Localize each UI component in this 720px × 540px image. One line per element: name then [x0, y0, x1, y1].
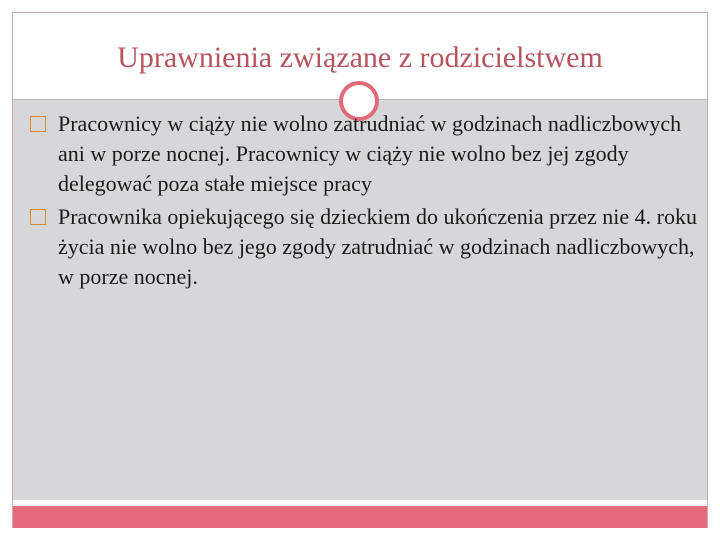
bullet-text: Pracownika opiekującego się dzieckiem do ukończenia przez nie 4. roku życia nie wolno bez jego zgody zatrudniać w godzinach nadliczbowych, w porze nocnej. [58, 204, 697, 289]
slide-title: Uprawnienia związane z rodzicielstwem [117, 41, 603, 74]
bullet-list [28, 109, 698, 295]
square-bullet-icon [30, 116, 46, 132]
bullet-item [28, 109, 698, 199]
bullet-item [28, 202, 698, 292]
square-bullet-icon [30, 209, 46, 225]
title-divider-right [378, 99, 707, 100]
bullet-text: Pracownicy w ciąży nie wolno zatrudniać w godzinach nadliczbowych ani w porze nocnej. Pracownicy w ciąży nie wolno bez jej zgody delegować poza stałe miejsce pracy [58, 111, 682, 196]
title-divider-left [13, 99, 343, 100]
footer-bar [13, 506, 707, 528]
